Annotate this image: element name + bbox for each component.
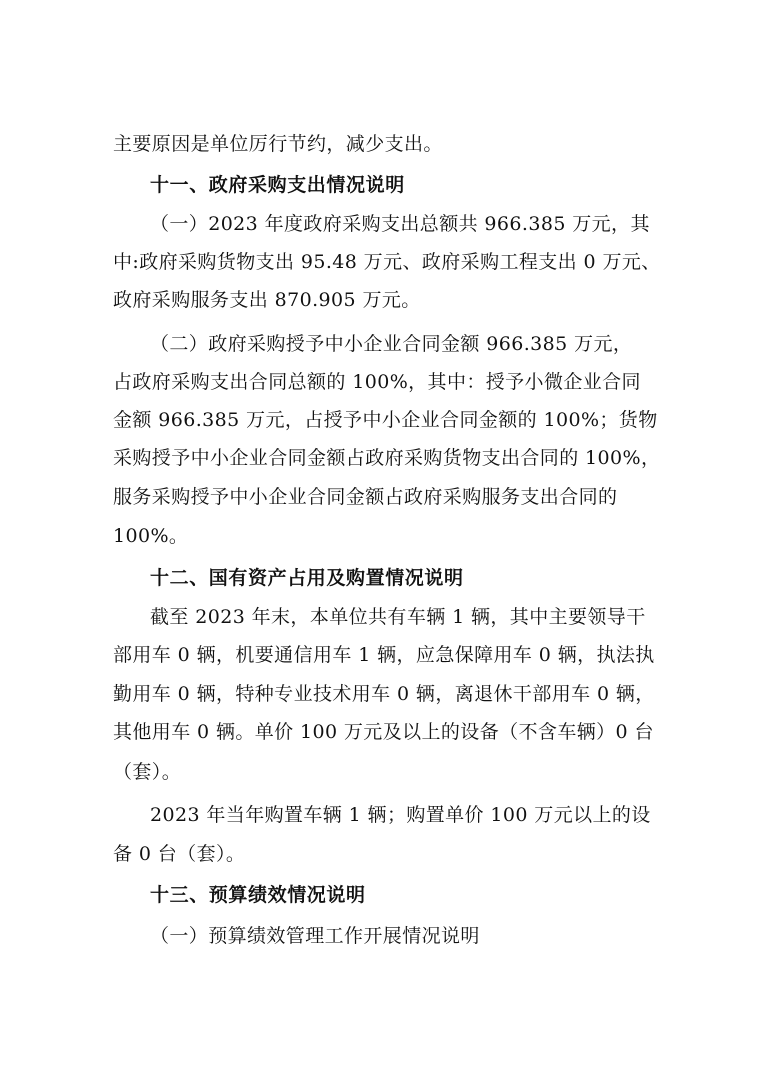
paragraph-line: 采购授予中小企业合同金额占政府采购货物支出合同的 100%， [113,447,661,469]
paragraph-line: 备 0 台（套）。 [113,843,246,865]
paragraph-line: （二）政府采购授予中小企业合同金额 966.385 万元， [150,333,633,355]
paragraph-line: 占政府采购支出合同总额的 100%，其中：授予小微企业合同 [113,371,641,393]
paragraph-line: 其他用车 0 辆。单价 100 万元及以上的设备（不含车辆）0 台 [113,721,654,743]
section-heading-11: 十一、政府采购支出情况说明 [150,174,405,196]
paragraph-line: 2023 年当年购置车辆 1 辆；购置单价 100 万元以上的设 [150,804,651,826]
section-heading-13: 十三、预算绩效情况说明 [150,884,366,906]
paragraph-line: 截至 2023 年末，本单位共有车辆 1 辆，其中主要领导干 [150,606,646,628]
paragraph-line: 金额 966.385 万元，占授予中小企业合同金额的 100%；货物 [113,409,658,431]
paragraph-line: 部用车 0 辆，机要通信用车 1 辆，应急保障用车 0 辆，执法执 [113,644,655,666]
paragraph-line: （套）。 [113,761,182,783]
paragraph-line: （一）2023 年度政府采购支出总额共 966.385 万元，其 [150,213,650,235]
paragraph-line: 100%。 [113,525,189,547]
paragraph-line: 政府采购服务支出 870.905 万元。 [113,289,421,311]
section-heading-12: 十二、国有资产占用及购置情况说明 [150,567,464,589]
subsection-heading: （一）预算绩效管理工作开展情况说明 [150,925,480,947]
paragraph-line: 主要原因是单位厉行节约，减少支出。 [113,133,443,155]
paragraph-line: 勤用车 0 辆，特种专业技术用车 0 辆，离退休干部用车 0 辆， [113,683,655,705]
paragraph-line: 中:政府采购货物支出 95.48 万元、政府采购工程支出 0 万元、 [113,251,661,273]
paragraph-line: 服务采购授予中小企业合同金额占政府采购服务支出合同的 [113,486,618,508]
